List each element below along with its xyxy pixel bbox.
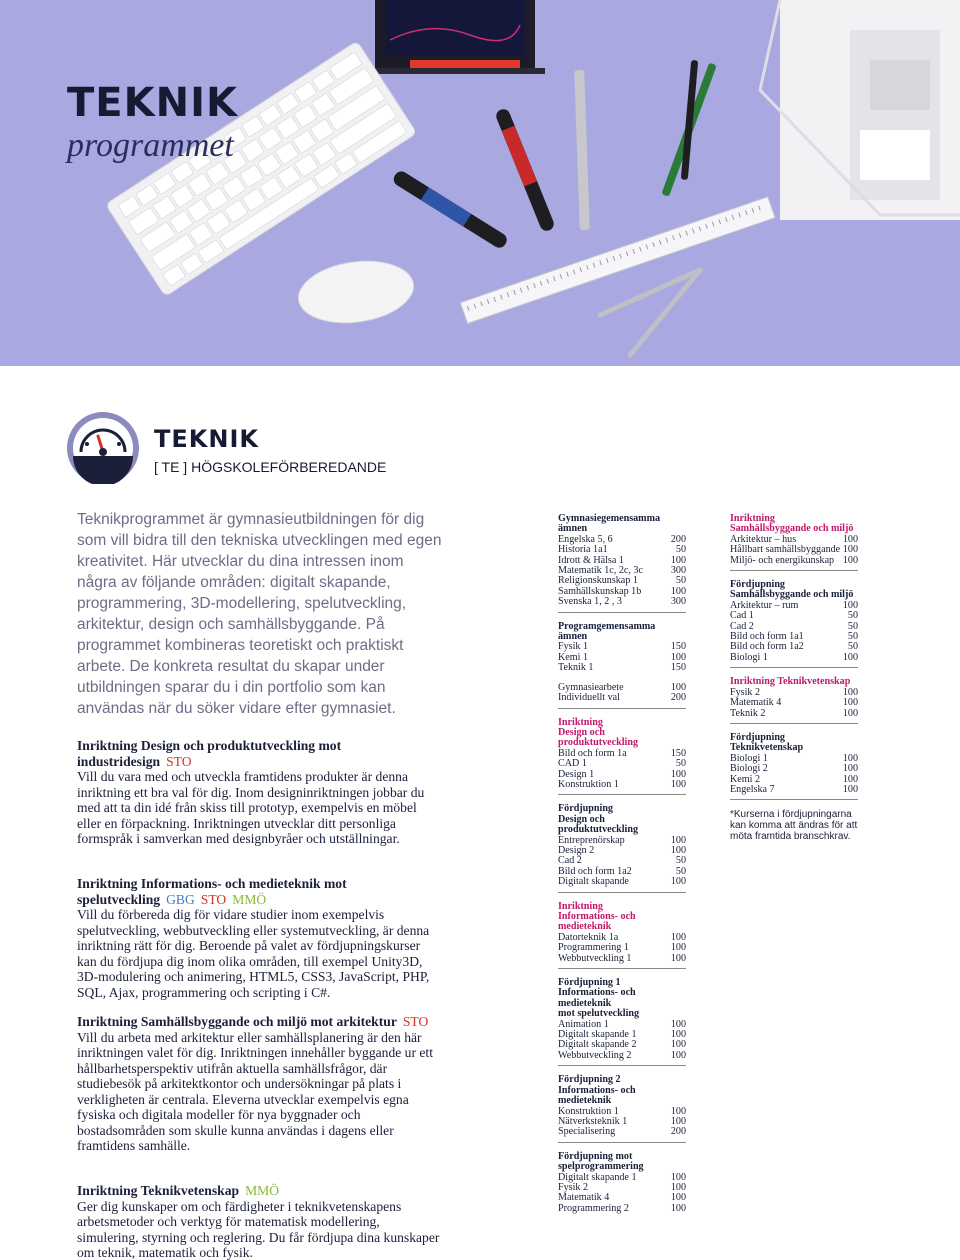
course-points: 100: [842, 533, 858, 545]
course-points: 100: [670, 1039, 686, 1051]
intro-text: Teknikprogrammet är gymnasieutbildningen för dig som vill bidra till den tekniska utvecklingen med egen kreativitet. Här utvecklar du dina intressen inom några av följande områden: digitalt skapande, programmering, 3D-modellering, spelutveckling, arkitektur, design och samhällsbyggande. På programmet kombineras teoretiskt och praktiskt arbete. De konkreta resultat du skapar under utbildningen sparar du i din portfolio som kan användas när du söker vidare efter gymnasiet.: [77, 511, 442, 717]
course-points: 100: [842, 599, 858, 611]
course-group-heading: Inriktning: [558, 900, 603, 912]
laptop-image: [365, 0, 545, 74]
section-body: Vill du vara med och utveckla framtidens produkter är denna inriktning ett bra val för dig. Inom designinriktningen jobbar du med att ta din idé från skiss till prototyp, exempelvis en möbel eller en förpackning. Inriktningen utvecklar ditt personliga formspråk i samverkan med designbyråer och utställningar.: [77, 769, 425, 846]
course-points: 100: [670, 931, 686, 943]
course-name: Digitalt skapande 1: [558, 1171, 637, 1183]
course-points: 100: [670, 1029, 686, 1041]
course-name: Historia 1a1: [558, 544, 608, 556]
divider: [558, 892, 686, 893]
course-points: 100: [670, 681, 686, 693]
course-name: Design 2: [558, 844, 595, 856]
divider: [558, 1065, 686, 1066]
course-points: 50: [675, 575, 686, 587]
course-name: Biologi 1: [730, 752, 768, 764]
course-name: Entreprenörskap: [558, 834, 625, 846]
course-name: Samhällskunskap 1b: [558, 585, 642, 597]
course-points: 100: [842, 554, 858, 566]
course-group: [558, 514, 686, 613]
course-table-right: [730, 514, 858, 842]
course-row: [558, 597, 686, 607]
course-points: 50: [675, 865, 686, 877]
course-group-heading: spelprogrammering: [558, 1161, 644, 1173]
divider: [730, 723, 858, 724]
course-points: 100: [670, 1115, 686, 1127]
course-group-heading: Inriktning: [558, 716, 603, 728]
course-row: [558, 693, 686, 703]
course-points: 100: [670, 942, 686, 954]
course-name: Kemi 1: [558, 651, 588, 663]
course-points: 100: [670, 844, 686, 856]
course-name: Programmering 2: [558, 1202, 629, 1214]
course-points: 100: [670, 1192, 686, 1204]
course-points: 100: [842, 783, 858, 795]
course-row: [558, 1127, 686, 1137]
course-name: Digitalt skapande 1: [558, 1029, 637, 1041]
course-name: Fysik 2: [730, 686, 761, 698]
course-row: [558, 1204, 686, 1214]
section-heading: Inriktning Design och produktutveckling mot industridesign STO: [77, 738, 342, 769]
course-points: 100: [842, 707, 858, 719]
desk-photo: [0, 0, 960, 366]
course-points: 150: [670, 662, 686, 674]
course-name: Biologi 2: [730, 763, 768, 775]
course-points: 100: [670, 1049, 686, 1061]
course-name: Svenska 1, 2 , 3: [558, 596, 622, 608]
course-name: Datorteknik 1a: [558, 931, 619, 943]
course-name: Individuellt val: [558, 692, 620, 704]
course-name: Biologi 1: [730, 651, 768, 663]
course-table-middle: [558, 514, 686, 1223]
course-group-heading: Gymnasiegemensamma ämnen: [558, 513, 661, 535]
course-points: 150: [670, 747, 686, 759]
course-name: Bild och form 1a2: [730, 641, 804, 653]
compass-image: [600, 270, 700, 355]
course-points: 100: [842, 651, 858, 663]
course-row: [558, 1051, 686, 1061]
course-points: 50: [675, 855, 686, 867]
course-name: Programmering 1: [558, 942, 629, 954]
course-points: 100: [670, 876, 686, 888]
divider: [730, 570, 858, 571]
course-name: Konstruktion 1: [558, 778, 619, 790]
course-name: Bild och form 1a2: [558, 865, 632, 877]
course-group: [730, 733, 858, 800]
course-points: 50: [675, 544, 686, 556]
course-name: Cad 2: [558, 855, 582, 867]
course-group-heading: Fördjupning Teknikvetenskap: [730, 731, 804, 754]
course-points: 300: [670, 565, 686, 577]
course-points: 100: [670, 554, 686, 566]
course-points: 100: [670, 1202, 686, 1214]
course-row: [730, 698, 858, 708]
course-name: Gymnasiearbete: [558, 681, 624, 693]
course-group: [730, 677, 858, 724]
course-name: Matematik 4: [730, 697, 782, 709]
course-name: Matematik 4: [558, 1192, 610, 1204]
course-group-heading: Design och produktutveckling: [558, 726, 639, 749]
course-group-heading: Informations- och medieteknik: [558, 1084, 636, 1107]
section-body: Ger dig kunskaper om och färdigheter i teknikvetenskapens arbetsmetoder och verktyg för matematisk modellering, simulering, styrning och reglering. Du får fördjupa dina kunskaper om teknik, matematik och fysik.: [77, 1198, 440, 1260]
section-heading: Inriktning Samhällsbyggande och miljö mot arkitektur STO: [77, 1014, 429, 1029]
course-name: Webbutveckling 2: [558, 1049, 632, 1061]
divider: [558, 794, 686, 795]
course-group-heading: Fördjupning: [730, 579, 785, 591]
course-group: [558, 1152, 686, 1214]
course-points: 200: [670, 1126, 686, 1138]
section-informations-medieteknik: [77, 876, 442, 1000]
section-design: [77, 738, 442, 847]
course-name: Miljö- och energikunskap: [730, 554, 835, 566]
section-teknikvetenskap: [77, 1183, 442, 1260]
course-points: 300: [670, 596, 686, 608]
campus-tag: MMÖ: [245, 1183, 280, 1198]
course-name: Specialisering: [558, 1126, 616, 1138]
campus-tag: GBG: [166, 891, 195, 907]
course-name: Idrott & Hälsa 1: [558, 554, 624, 566]
course-name: Bild och form 1a: [558, 747, 627, 759]
course-points: 100: [670, 768, 686, 780]
course-points: 50: [675, 758, 686, 770]
program-title: TEKNIK: [154, 425, 259, 453]
course-name: CAD 1: [558, 758, 587, 770]
course-name: Design 1: [558, 768, 595, 780]
course-group: [558, 804, 686, 892]
course-points: 100: [670, 834, 686, 846]
course-group-heading: Fördjupning 2: [558, 1074, 621, 1086]
course-row: [730, 764, 858, 774]
course-name: Animation 1: [558, 1018, 609, 1030]
divider: [558, 968, 686, 969]
divider: [730, 667, 858, 668]
course-name: Nätverksteknik 1: [558, 1115, 628, 1127]
course-points: 100: [842, 773, 858, 785]
course-name: Cad 2: [730, 620, 754, 632]
speedometer-logo-icon: [67, 412, 139, 484]
course-group-heading: Informations- och medieteknik: [558, 911, 636, 933]
course-group: [558, 622, 686, 674]
divider: [558, 1142, 686, 1143]
course-name: Cad 1: [730, 610, 754, 622]
course-name: Religionskunskap 1: [558, 575, 638, 587]
course-points: 100: [670, 1018, 686, 1030]
course-points: 100: [670, 651, 686, 663]
course-row: [730, 556, 858, 566]
course-group: [558, 978, 686, 1066]
course-group-heading: Samhällsbyggande och miljö: [730, 523, 854, 535]
course-row: [730, 709, 858, 719]
course-points: 100: [670, 585, 686, 597]
divider: [558, 612, 686, 613]
course-points: 100: [842, 752, 858, 764]
course-group: [730, 580, 858, 668]
course-points: 200: [670, 692, 686, 704]
course-points: 50: [847, 610, 858, 622]
course-group-heading: Fördjupning 1: [558, 977, 621, 989]
campus-tag: STO: [200, 891, 227, 907]
course-name: Digitalt skapande 2: [558, 1039, 637, 1051]
campus-tag: STO: [166, 753, 192, 769]
campus-tag: STO: [402, 1014, 429, 1029]
course-group-heading: Samhällsbyggande och miljö: [730, 589, 854, 601]
program-code: [ TE ] HÖGSKOLEFÖRBEREDANDE: [154, 459, 387, 475]
course-points: 150: [670, 641, 686, 653]
course-points: 50: [847, 641, 858, 653]
course-group: [558, 902, 686, 969]
course-points: 100: [842, 686, 858, 698]
course-points: 100: [670, 952, 686, 964]
course-group: [558, 718, 686, 796]
course-row: [558, 954, 686, 964]
course-name: Fysik 2: [558, 1181, 589, 1193]
markers-image: [391, 60, 717, 251]
course-group: [558, 1075, 686, 1142]
section-body: Vill du förbereda dig för vidare studier inom exempelvis spelutveckling, webbutveckling eller systemutveckling, är denna inriktning rätt för dig. Beroende på valet av fördjupningskurser kan du fördjupa dig inom olika områden, till exempel Unity3D, 3D-modulering och animering, HTML5, CSS3, JavaScript, PHP, SQL, Ajax, programmering och scripting i C#.: [77, 907, 430, 1000]
course-group-heading: Fördjupning mot: [558, 1150, 633, 1162]
course-points: 100: [842, 697, 858, 709]
course-name: Teknik 2: [730, 707, 766, 719]
course-name: Engelska 7: [730, 783, 775, 795]
course-group-heading: Design och produktutveckling: [558, 813, 639, 836]
course-name: Arkitektur – hus: [730, 533, 797, 545]
divider: [558, 708, 686, 709]
course-name: Digitalt skapande: [558, 876, 629, 888]
course-name: Konstruktion 1: [558, 1105, 619, 1117]
course-points: 100: [842, 763, 858, 775]
course-name: Hållbart samhällsbyggande: [730, 544, 841, 556]
section-samhallsbyggande: [77, 1014, 442, 1154]
course-row: [730, 785, 858, 795]
course-group-heading: Informations- och medieteknik: [558, 987, 636, 1009]
course-name: Matematik 1c, 2c, 3c: [558, 565, 643, 577]
course-points: 50: [847, 620, 858, 632]
course-row: [558, 877, 686, 887]
course-points: 100: [842, 544, 858, 556]
mouse-image: [294, 254, 417, 330]
course-points: 100: [670, 1181, 686, 1193]
hero-subtitle: programmet: [67, 127, 234, 164]
course-points: 100: [670, 1171, 686, 1183]
course-points: 50: [847, 631, 858, 643]
hero-title: TEKNIK: [67, 80, 238, 126]
course-group-heading: Inriktning: [730, 513, 775, 524]
course-row: [558, 780, 686, 790]
footnote: *Kurserna i fördjupningarna kan komma att ändras för att möta framtida branschkrav.: [730, 809, 858, 843]
course-name: Webbutveckling 1: [558, 952, 632, 964]
divider: [730, 799, 858, 800]
course-name: Bild och form 1a1: [730, 631, 804, 643]
course-group-heading: Programgemensamma ämnen: [558, 620, 656, 643]
course-points: 100: [670, 778, 686, 790]
course-name: Engelska 5, 6: [558, 533, 613, 545]
course-name: Teknik 1: [558, 662, 594, 674]
course-points: 200: [670, 533, 686, 545]
course-group: [730, 514, 858, 571]
section-heading: Inriktning Informations- och medieteknik mot spelutveckling GBG STO MMÖ: [77, 876, 347, 907]
course-name: Arkitektur – rum: [730, 599, 799, 611]
campus-tag: MMÖ: [232, 891, 267, 907]
course-points: 100: [670, 1105, 686, 1117]
course-group-heading: mot spelutveckling: [558, 1008, 640, 1020]
course-row: [558, 759, 686, 769]
course-row: [558, 663, 686, 673]
course-name: Kemi 2: [730, 773, 760, 785]
course-name: Fysik 1: [558, 641, 589, 653]
section-heading: Inriktning Teknikvetenskap MMÖ: [77, 1183, 280, 1198]
course-group: [558, 683, 686, 709]
course-group-heading: Fördjupning: [558, 803, 613, 815]
hero-banner: [0, 0, 960, 366]
course-group-heading: Inriktning Teknikvetenskap: [730, 676, 851, 688]
course-row: [730, 653, 858, 663]
architecture-model-image: [760, 0, 960, 220]
section-body: Vill du arbeta med arkitektur eller samhällsplanering är den här inriktningen valet för dig. Inriktningen innehåller byggande ur ett hållbarhetsperspektiv utifrån aktuella samhällsfrågor, där studiebesök på arkitektkontor och undersökningar på plats i verkligheten är centrala. Eleverna utvecklar exempelvis egna fysiska och digitala modeller för nya byggnader och bostadsområden som skulle kunna användas i dagens eller framtidens samhälle.: [77, 1029, 433, 1153]
